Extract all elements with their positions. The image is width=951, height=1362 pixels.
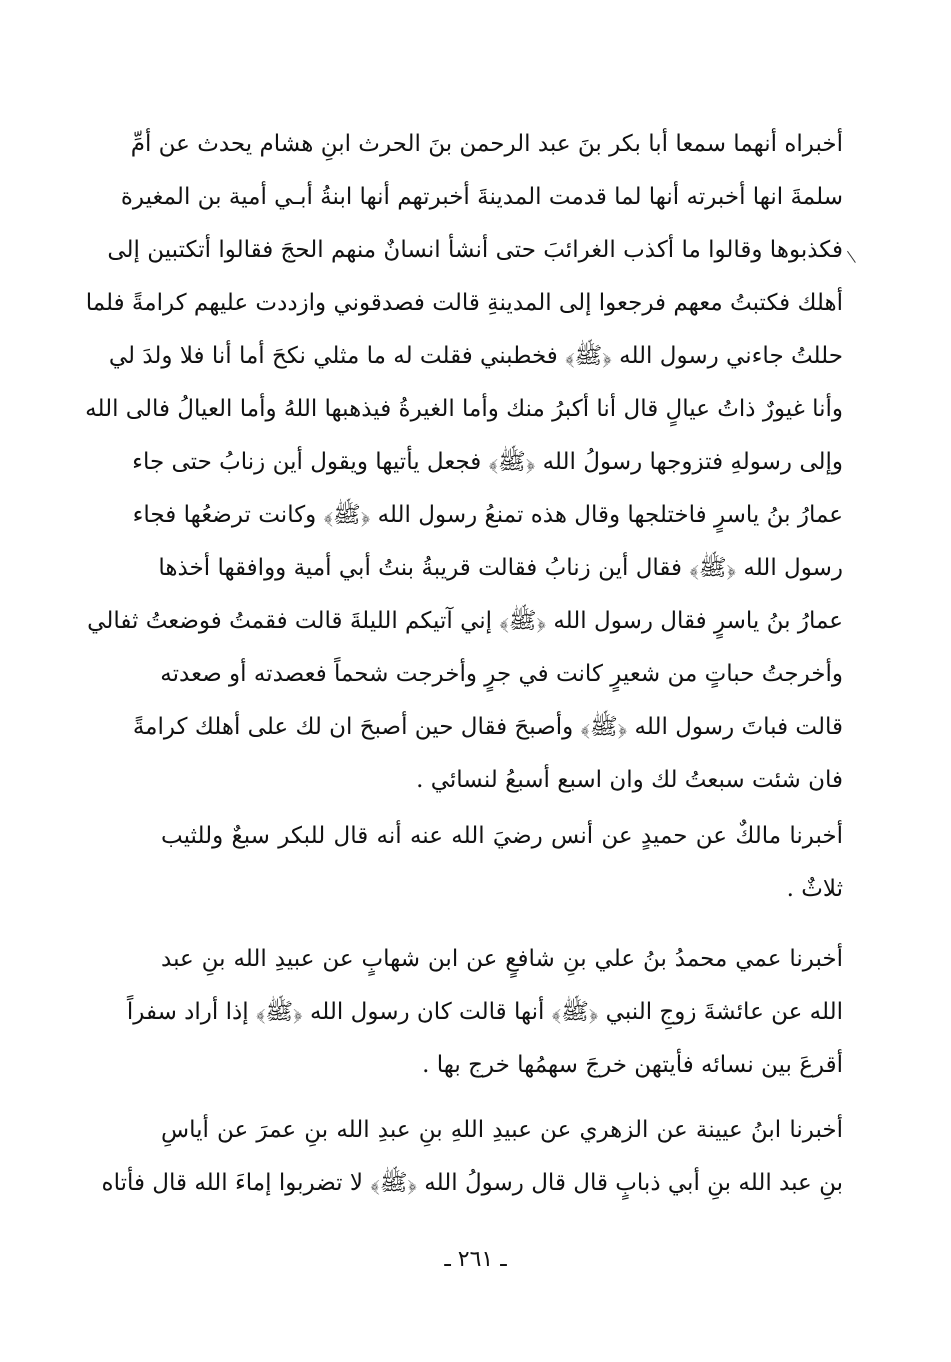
text-line: فان شئت سبعتُ لك وان اسبع أسبعُ لنسائي . <box>416 767 843 793</box>
text-line: حللتُ جاءني رسول الله ﴿ﷺ﴾ فخطبني فقلت له ما مثلي نكحَ أما أنا فلا ولدَ لي <box>108 343 843 369</box>
text-line: أخبراه أنهما سمعا أبا بكر بنَ عبد الرحمن بنَ الحرث ابنِ هشام يحدث عن أمِّ <box>130 131 843 157</box>
text-line: وإلى رسولهِ فتزوجها رسولُ الله ﴿ﷺ﴾ فجعل يأتيها ويقول أين زنابُ حتى جاء <box>132 449 843 475</box>
text-line: أخبرنا ابنُ عيينة عن الزهري عن عبيدِ اللهِ بنِ عبدِ الله بنِ عمرَ عن أياسِ <box>161 1117 843 1143</box>
text-line: ثلاثٌ . <box>786 876 843 902</box>
text-line: رسول الله ﴿ﷺ﴾ فقال أين زنابُ فقالت قريبةُ بنتُ أبي أمية ووافقها أخذها <box>158 555 843 581</box>
text-line: وأنا غيورٌ ذاتُ عيالٍ قال أنا أكبرُ منك وأما الغيرةُ فيذهبها اللهُ وأما العيالُ فالى الله <box>85 396 843 422</box>
paragraph-1 <box>85 118 843 807</box>
text-line: عمارُ بنُ ياسرٍ فقال رسول الله ﴿ﷺ﴾ إني آتيكم الليلةَ قالت فقمتُ فوضعتُ ثفالي <box>87 608 843 634</box>
text-line: فكذبوها وقالوا ما أكذب الغرائبَ حتى أنشأ انسانٌ منهم الحجَ فقالوا أتكتبين إلى <box>107 237 843 263</box>
text-line: بنِ عبد الله بنِ أبي ذبابٍ قال قال رسولُ الله ﴿ﷺ﴾ لا تضربوا إماءَ الله قال فأتاه <box>101 1170 843 1196</box>
text-line: وأخرجتُ حباتٍ من شعيرٍ كانت في جرٍ وأخرجت شحماً فعصدته أو صعدته <box>160 661 843 687</box>
text-line: سلمةَ انها أخبرته أنها لما قدمت المدينةَ أخبرتهم أنها ابنةُ أبـي أمية بن المغيرة <box>120 184 843 210</box>
paragraph-4 <box>101 1104 843 1210</box>
margin-mark <box>847 245 864 263</box>
text-line: أقرعَ بين نسائه فأيتهن خرجَ سهمُها خرج بها . <box>422 1052 843 1078</box>
paragraph-2 <box>161 810 843 916</box>
paragraph-3 <box>126 933 843 1092</box>
text-line: الله عن عائشةَ زوجِ النبي ﴿ﷺ﴾ أنها قالت كان رسول الله ﴿ﷺ﴾ إذا أراد سفراً <box>126 999 843 1025</box>
page-number: ـ ٢٦١ ـ <box>444 1247 507 1272</box>
text-line: أخبرنا مالكٌ عن حميدٍ عن أنس رضيَ الله عنه أنه قال للبكر سبعٌ وللثيب <box>161 823 843 849</box>
text-line: أخبرنا عمي محمدُ بنُ علي بنِ شافعٍ عن ابن شهابٍ عن عبيدِ الله بنِ عبد <box>161 946 843 972</box>
text-line: أهلك فكتبتُ معهم فرجعوا إلى المدينةِ قالت فصدقوني وازددت عليهم كرامةً فلما <box>85 290 843 316</box>
text-line: قالت فباتَ رسول الله ﴿ﷺ﴾ وأصبحَ فقال حين أصبحَ ان لك على أهلك كرامةً <box>132 714 843 740</box>
text-line: عمارُ بنُ ياسرٍ فاختلجها وقال هذه تمنعُ رسول الله ﴿ﷺ﴾ وكانت ترضعُها فجاء <box>132 502 843 528</box>
